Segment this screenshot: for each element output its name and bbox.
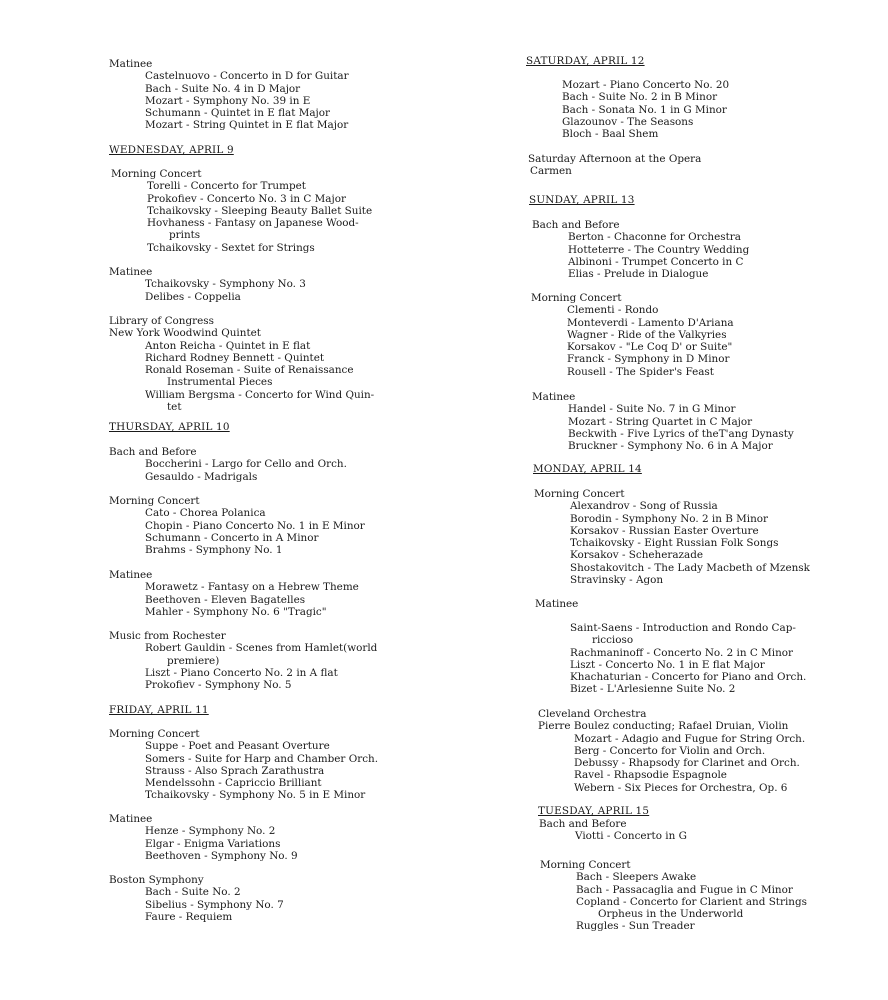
section-title: Music from Rochester xyxy=(109,630,226,642)
section-title: Morning Concert xyxy=(531,292,622,304)
monday-matinee-title: Matinee xyxy=(535,598,579,610)
program-item: Mozart - Symphony No. 39 in E xyxy=(145,94,311,107)
wednesday-matinee-block xyxy=(109,266,306,303)
program-item: Ruggles - Sun Treader xyxy=(576,920,695,933)
program-item-continued: prints xyxy=(169,229,201,242)
sunday-bach-block xyxy=(532,219,749,280)
section-title: Morning Concert xyxy=(540,859,631,871)
section-title: Cleveland Orchestra xyxy=(538,708,647,720)
program-item: Robert Gauldin - Scenes from Hamlet(world xyxy=(145,642,378,655)
program-item: Shostakovitch - The Lady Macbeth of Mzensk xyxy=(570,561,810,574)
section-title: Matinee xyxy=(109,813,153,825)
section-title: Library of Congress xyxy=(109,315,214,327)
program-item: Liszt - Concerto No. 1 in E flat Major xyxy=(570,658,765,671)
program-item: Berg - Concerto for Violin and Orch. xyxy=(574,744,766,757)
program-item: Borodin - Symphony No. 2 in B Minor xyxy=(570,512,769,525)
section-title: Matinee xyxy=(532,391,576,403)
section-subtitle: Pierre Boulez conducting; Rafael Druian, Violin xyxy=(538,720,789,733)
program-item: Viotti - Concerto in G xyxy=(575,830,687,843)
program-item: Henze - Symphony No. 2 xyxy=(145,825,276,838)
day-heading-sunday: SUNDAY, APRIL 13 xyxy=(529,194,635,206)
program-item: Debussy - Rhapsody for Clarinet and Orch. xyxy=(574,757,800,770)
section-subtitle: New York Woodwind Quintet xyxy=(109,327,261,340)
program-item: Hovhaness - Fantasy on Japanese Wood- xyxy=(147,217,359,230)
thursday-bach-block xyxy=(109,446,347,483)
program-item: Bach - Suite No. 2 in B Minor xyxy=(562,91,718,104)
monday-matinee-block xyxy=(570,622,806,696)
section-title: Morning Concert xyxy=(109,728,200,740)
program-item-continued: riccioso xyxy=(592,634,634,647)
section-title: Matinee xyxy=(109,266,153,278)
program-item-continued: Instrumental Pieces xyxy=(167,376,273,389)
section-title: Matinee xyxy=(109,58,153,70)
program-item: Tchaikovsky - Symphony No. 3 xyxy=(145,278,306,291)
program-item: Mozart - Adagio and Fugue for String Orch. xyxy=(574,732,806,745)
program-item: Boccherini - Largo for Cello and Orch. xyxy=(145,458,347,471)
section-title: Bach and Before xyxy=(539,818,627,830)
day-heading-wednesday: WEDNESDAY, APRIL 9 xyxy=(109,144,234,156)
program-item: Tchaikovsky - Sleeping Beauty Ballet Suite xyxy=(147,204,373,217)
day-heading-tuesday: TUESDAY, APRIL 15 xyxy=(538,805,650,817)
monday-cleveland-block xyxy=(538,708,805,794)
sunday-matinee-block xyxy=(532,391,794,452)
program-item: Mahler - Symphony No. 6 "Tragic" xyxy=(145,605,327,618)
program-item: Anton Reicha - Quintet in E flat xyxy=(145,339,311,352)
matinee-apr8-block xyxy=(109,58,349,132)
day-heading-friday: FRIDAY, APRIL 11 xyxy=(109,704,209,716)
program-item: Handel - Suite No. 7 in G Minor xyxy=(568,403,736,416)
program-item: Korsakov - Russian Easter Overture xyxy=(570,524,759,537)
program-item: Bloch - Baal Shem xyxy=(562,128,659,141)
program-item: Bach - Passacaglia and Fugue in C Minor xyxy=(576,883,793,896)
day-heading-saturday: SATURDAY, APRIL 12 xyxy=(526,55,645,67)
program-item: Glazounov - The Seasons xyxy=(562,115,694,128)
section-title: Bach and Before xyxy=(532,219,620,231)
section-title: Morning Concert xyxy=(534,488,625,500)
program-item: Franck - Symphony in D Minor xyxy=(567,353,730,366)
program-item: Ronald Roseman - Suite of Renaissance xyxy=(145,364,354,377)
program-item: Schumann - Concerto in A Minor xyxy=(145,531,319,544)
program-item: Copland - Concerto for Clarient and Strings xyxy=(576,895,807,908)
friday-matinee-block xyxy=(109,813,298,862)
thursday-matinee-block xyxy=(109,569,359,618)
program-item: Bach - Sleepers Awake xyxy=(576,871,697,884)
monday-morning-block xyxy=(534,488,810,586)
friday-boston-block xyxy=(109,874,284,923)
program-item: Morawetz - Fantasy on a Hebrew Theme xyxy=(145,581,359,594)
program-item: Tchaikovsky - Eight Russian Folk Songs xyxy=(570,537,779,550)
program-item: Korsakov - "Le Coq D' or Suite" xyxy=(567,341,733,354)
saturday-program-block xyxy=(562,79,729,140)
program-item: Ravel - Rhapsodie Espagnole xyxy=(574,769,727,782)
tuesday-bach-block xyxy=(539,818,687,843)
program-item: Albinoni - Trumpet Concerto in C xyxy=(568,255,744,268)
program-item: Cato - Chorea Polanica xyxy=(145,507,266,520)
program-item: Bruckner - Symphony No. 6 in A Major xyxy=(568,440,773,453)
thursday-morning-block xyxy=(109,495,365,556)
thursday-rochester-block xyxy=(109,630,377,691)
program-item: Beethoven - Eleven Bagatelles xyxy=(145,593,306,606)
program-item: Sibelius - Symphony No. 7 xyxy=(145,898,284,911)
section-title: Boston Symphony xyxy=(109,874,204,886)
saturday-opera-block xyxy=(528,153,701,178)
program-item: Stravinsky - Agon xyxy=(570,574,664,587)
friday-morning-block xyxy=(109,728,378,802)
sunday-morning-block xyxy=(531,292,734,378)
program-item: Somers - Suite for Harp and Chamber Orch. xyxy=(145,752,379,765)
day-heading-thursday: THURSDAY, APRIL 10 xyxy=(109,421,230,433)
program-item: Liszt - Piano Concerto No. 2 in A flat xyxy=(145,666,338,679)
program-item: Beethoven - Symphony No. 9 xyxy=(145,849,298,862)
program-item: Elias - Prelude in Dialogue xyxy=(568,268,709,281)
program-item: Carmen xyxy=(530,165,572,178)
program-item: Castelnuovo - Concerto in D for Guitar xyxy=(145,70,349,83)
program-item: Delibes - Coppelia xyxy=(145,290,241,303)
program-item: Bach - Suite No. 2 xyxy=(145,886,241,899)
section-title: Morning Concert xyxy=(109,495,200,507)
wednesday-morning-block xyxy=(111,168,372,254)
program-item: Saint-Saens - Introduction and Rondo Cap- xyxy=(570,622,796,634)
program-item: Chopin - Piano Concerto No. 1 in E Minor xyxy=(145,519,365,532)
program-item: Alexandrov - Song of Russia xyxy=(570,500,718,513)
program-item: Mendelssohn - Capriccio Brilliant xyxy=(145,777,322,790)
program-item-continued: premiere) xyxy=(167,654,220,667)
program-item: Brahms - Symphony No. 1 xyxy=(145,544,283,557)
program-item: Korsakov - Scheherazade xyxy=(570,549,704,562)
program-item: Prokofiev - Concerto No. 3 in C Major xyxy=(147,192,346,205)
program-item: Wagner - Ride of the Valkyries xyxy=(567,328,727,341)
program-item: Khachaturian - Concerto for Piano and Orch. xyxy=(570,671,807,684)
program-item: William Bergsma - Concerto for Wind Quin- xyxy=(145,388,375,401)
program-item: Mozart - Piano Concerto No. 20 xyxy=(562,79,730,91)
tuesday-morning-block xyxy=(540,859,807,933)
program-item: Berton - Chaconne for Orchestra xyxy=(568,231,741,244)
section-title: Bach and Before xyxy=(109,446,197,458)
program-item-continued: Orpheus in the Underworld xyxy=(598,908,744,921)
program-item: Strauss - Also Sprach Zarathustra xyxy=(145,764,325,777)
program-item: Tchaikovsky - Symphony No. 5 in E Minor xyxy=(145,789,366,802)
program-item: Tchaikovsky - Sextet for Strings xyxy=(147,241,315,254)
program-item: Gesauldo - Madrigals xyxy=(145,470,258,483)
program-item: Webern - Six Pieces for Orchestra, Op. 6 xyxy=(574,781,788,794)
program-item: Bach - Sonata No. 1 in G Minor xyxy=(562,103,727,116)
program-item: Schumann - Quintet in E flat Major xyxy=(145,107,330,120)
program-item-continued: tet xyxy=(167,401,182,414)
program-item: Beckwith - Five Lyrics of theT'ang Dynasty xyxy=(568,427,794,440)
program-item: Mozart - String Quartet in C Major xyxy=(568,415,753,428)
program-item: Hotteterre - The Country Wedding xyxy=(568,243,750,256)
program-item: Torelli - Concerto for Trumpet xyxy=(147,180,306,193)
section-title: Matinee xyxy=(109,569,153,581)
program-item: Clementi - Rondo xyxy=(567,304,659,317)
program-item: Bach - Suite No. 4 in D Major xyxy=(145,82,301,95)
program-item: Rousell - The Spider's Feast xyxy=(567,365,714,378)
program-item: Elgar - Enigma Variations xyxy=(145,837,281,850)
program-item: Prokofiev - Symphony No. 5 xyxy=(145,679,292,692)
program-item: Monteverdi - Lamento D'Ariana xyxy=(567,316,734,329)
program-item: Rachmaninoff - Concerto No. 2 in C Minor xyxy=(570,646,793,659)
wednesday-library-block xyxy=(109,315,374,413)
program-item: Suppe - Poet and Peasant Overture xyxy=(145,740,330,753)
program-item: Richard Rodney Bennett - Quintet xyxy=(145,351,325,364)
program-item: Mozart - String Quintet in E flat Major xyxy=(145,119,349,132)
program-item: Faure - Requiem xyxy=(145,910,233,923)
section-title: Saturday Afternoon at the Opera xyxy=(528,153,702,165)
section-title: Morning Concert xyxy=(111,168,202,180)
program-item: Bizet - L'Arlesienne Suite No. 2 xyxy=(570,683,736,696)
day-heading-monday: MONDAY, APRIL 14 xyxy=(533,463,642,475)
